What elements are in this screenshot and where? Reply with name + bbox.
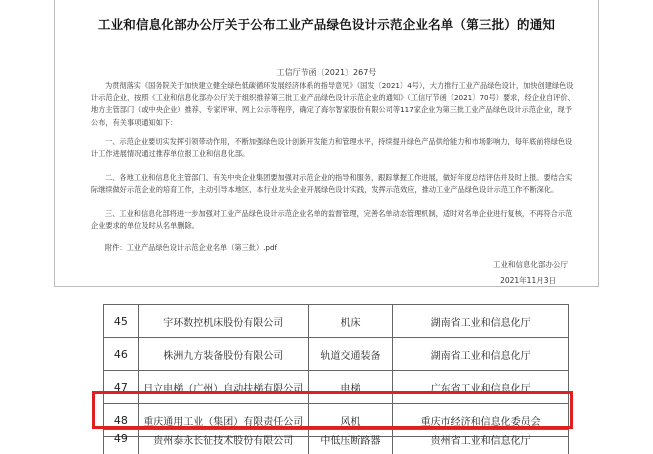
row-number: 47 (104, 371, 139, 404)
company-table (103, 304, 569, 437)
doc-number: 工信厅节函〔2021〕267号 (276, 68, 377, 77)
table-row (104, 305, 569, 338)
notice-document (54, 0, 599, 287)
company-name: 重庆通用工业（集团）有限责任公司 (138, 404, 308, 437)
product-category: 电梯 (308, 371, 392, 404)
partial-table-row (103, 429, 569, 454)
attachment-link[interactable]: 附件：工业产品绿色设计示范企业名单（第三批）.pdf (105, 243, 278, 252)
notice-paragraph-1: 为贯彻落实《国务院关于加快建立健全绿色低碳循环发展经济体系的指导意见》（国发〔2021〕4号），大力推行工业产品绿色设计，加快创建绿色设计示范企业，按照《工业和信息化部办公厅关于组织推荐第三批工业产品绿色设计示范企业的通知》（工信厅节函〔2021〕70号）要求，经企业自评价、地方主管部门（或中央企业）推荐、专家评审、网上公示等程序，确定了海尔智家股份有限公司等117家企业为第三批工业产品绿色设计示范企业，现予公布，有关事项通知如下： (91, 81, 575, 127)
company-name: 日立电梯（广州）自动扶梯有限公司 (138, 371, 308, 404)
notice-paragraph-3: 二、各地工业和信息化主管部门、有关中央企业集团要加强对示范企业的指导和服务，跟踪掌握工作进展，做好年度总结评估并及时上报。要结合实际继续做好示范企业的培育工作，主动引导本地区、本行业龙头企业开展绿色设计实践，发挥示范效应，推动工业产品绿色设计示范工作不断深化。 (91, 173, 573, 195)
row-number: 46 (104, 338, 139, 371)
row-number: 45 (104, 305, 139, 338)
row-number: 48 (104, 404, 139, 437)
signature-date: 2021年11月3日 (500, 276, 556, 285)
recommending-department: 湖南省工业和信息化厅 (393, 338, 569, 371)
product-category: 中低压断路器 (308, 430, 392, 454)
row-number: 49 (104, 430, 139, 454)
product-category: 轨道交通装备 (308, 338, 392, 371)
product-category: 机床 (308, 305, 392, 338)
notice-title: 工业和信息化部办公厅关于公布工业产品绿色设计示范企业名单（第三批）的通知 (97, 17, 556, 32)
notice-paragraph-4: 三、工业和信息化部将进一步加强对工业产品绿色设计示范企业名单的监督管理，完善名单动态管理机制，适时对名单企业进行复核，不再符合示范企业要求的单位及时从名单删除。 (91, 209, 573, 231)
recommending-department: 广东省工业和信息化厅 (393, 371, 569, 404)
signature-org: 工业和信息化部办公厅 (493, 260, 568, 269)
table-row (104, 371, 569, 404)
recommending-department: 湖南省工业和信息化厅 (393, 305, 569, 338)
recommending-department: 贵州省工业和信息化厅 (393, 430, 569, 454)
recommending-department: 重庆市经济和信息化委员会 (393, 404, 569, 437)
notice-paragraph-2: 一、示范企业要切实发挥引领带动作用，不断加强绿色设计创新开发能力和管理水平，持续提升绿色产品供给能力和市场影响力，每年底前将绿色设计工作进展情况通过推荐单位报工业和信息化部。 (91, 137, 573, 159)
table-row (104, 430, 569, 454)
company-name: 宇环数控机床股份有限公司 (138, 305, 308, 338)
company-name: 株洲九方装备股份有限公司 (138, 338, 308, 371)
company-name: 贵州泰永长征技术股份有限公司 (138, 430, 308, 454)
product-category: 风机 (308, 404, 392, 437)
table-row (104, 338, 569, 371)
